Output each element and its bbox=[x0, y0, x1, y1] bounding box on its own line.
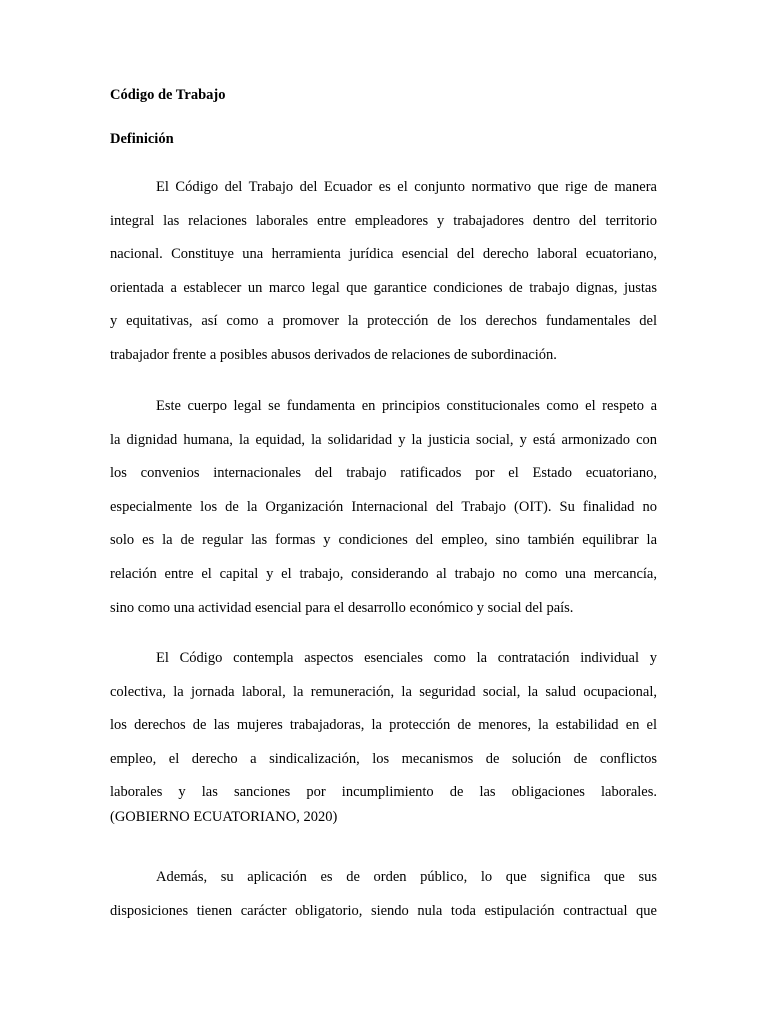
paragraph-2 bbox=[110, 390, 657, 625]
paragraph-line: la dignidad humana, la equidad, la solidaridad y la justicia social, y está armonizado con bbox=[110, 431, 657, 448]
paragraph-1 bbox=[110, 171, 657, 373]
paragraph-line: Este cuerpo legal se fundamenta en principios constitucionales como el respeto a bbox=[156, 398, 657, 414]
paragraph-line: relación entre el capital y el trabajo, considerando al trabajo no como una mercancía, bbox=[110, 565, 657, 582]
paragraph-line: sino como una actividad esencial para el desarrollo económico y social del país. bbox=[110, 599, 574, 616]
section-heading: Definición bbox=[110, 131, 174, 147]
paragraph-line: solo es la de regular las formas y condiciones del empleo, sino también equilibrar la bbox=[110, 532, 657, 549]
paragraph-line: los derechos de las mujeres trabajadoras, la protección de menores, la estabilidad en el bbox=[110, 717, 657, 734]
paragraph-line: laborales y las sanciones por incumplimiento de las obligaciones laborales. bbox=[110, 784, 657, 801]
paragraph-line: (GOBIERNO ECUATORIANO, 2020) bbox=[110, 808, 338, 825]
paragraph-4 bbox=[110, 861, 657, 928]
paragraph-line: colectiva, la jornada laboral, la remuneración, la seguridad social, la salud ocupacional, bbox=[110, 683, 657, 700]
paragraph-line: empleo, el derecho a sindicalización, los mecanismos de solución de conflictos bbox=[110, 750, 657, 767]
paragraph-line: orientada a establecer un marco legal que garantice condiciones de trabajo dignas, justas bbox=[110, 279, 657, 296]
paragraph-line: El Código contempla aspectos esenciales como la contratación individual y bbox=[156, 650, 657, 666]
paragraph-3 bbox=[110, 642, 657, 826]
paragraph-line: El Código del Trabajo del Ecuador es el conjunto normativo que rige de manera bbox=[156, 179, 657, 195]
paragraph-line: especialmente los de la Organización Internacional del Trabajo (OIT). Su finalidad no bbox=[110, 498, 657, 515]
paragraph-line: los convenios internacionales del trabajo ratificados por el Estado ecuatoriano, bbox=[110, 465, 657, 482]
paragraph-line: trabajador frente a posibles abusos derivados de relaciones de subordinación. bbox=[110, 346, 557, 363]
paragraph-line: integral las relaciones laborales entre empleadores y trabajadores dentro del territorio bbox=[110, 212, 657, 229]
paragraph-line: y equitativas, así como a promover la protección de los derechos fundamentales del bbox=[110, 313, 657, 330]
paragraph-line: Además, su aplicación es de orden público, lo que significa que sus bbox=[156, 869, 657, 885]
paragraph-line: disposiciones tienen carácter obligatorio, siendo nula toda estipulación contractual que bbox=[110, 902, 657, 919]
paragraph-line: nacional. Constituye una herramienta jurídica esencial del derecho laboral ecuatoriano, bbox=[110, 246, 657, 263]
document-title: Código de Trabajo bbox=[110, 87, 226, 103]
